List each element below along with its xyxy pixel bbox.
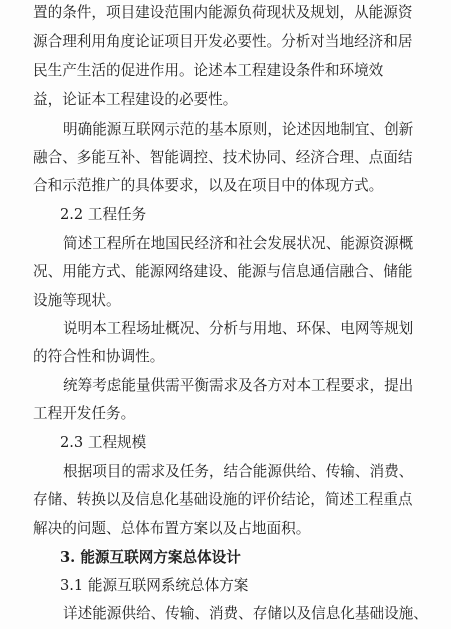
text-line xyxy=(0,90,451,110)
line-text: 置的条件，项目建设范围内能源负荷现状及规划，从能源资 xyxy=(33,4,413,21)
text-line xyxy=(0,176,451,196)
line-text: 简述工程所在地国民经济和社会发展状况、能源资源概 xyxy=(63,235,414,252)
line-text: 工程开发任务。 xyxy=(33,405,136,422)
line-text: 明确能源互联网示范的基本原则，论述因地制宜、创新 xyxy=(63,121,414,138)
text-line xyxy=(0,519,451,539)
line-text: 2.2 工程任务 xyxy=(60,206,147,223)
section-heading-3-1 xyxy=(0,576,451,596)
line-text: 3.1 能源互联网系统总体方案 xyxy=(60,577,249,594)
line-text: 3. 能源互联网方案总体设计 xyxy=(60,549,241,566)
line-text: 融合、多能互补、智能调控、技术协同、经济合理、点面结 xyxy=(33,149,413,166)
text-line xyxy=(0,376,451,396)
text-line xyxy=(0,32,451,52)
text-line xyxy=(0,234,451,254)
text-line xyxy=(0,319,451,339)
line-text: 2.3 工程规模 xyxy=(60,434,147,451)
text-line xyxy=(0,3,451,23)
line-text: 的符合性和协调性。 xyxy=(33,348,165,365)
line-text: 况、用能方式、能源网络建设、能源与信息通信融合、储能 xyxy=(33,263,413,280)
text-line xyxy=(0,262,451,282)
text-line xyxy=(0,291,451,311)
line-text: 源合理利用角度论证项目开发必要性。分析对当地经济和居 xyxy=(33,33,413,50)
text-line xyxy=(0,604,451,624)
section-heading-2-3 xyxy=(0,433,451,453)
line-text: 解决的问题、总体布置方案以及占地面积。 xyxy=(33,520,311,537)
text-line xyxy=(0,490,451,510)
line-text: 说明本工程场址概况、分析与用地、环保、电网等规划 xyxy=(63,320,414,337)
section-heading-2-2 xyxy=(0,205,451,225)
line-text: 设施等现状。 xyxy=(33,292,121,309)
text-line xyxy=(0,148,451,168)
line-text: 存储、转换以及信息化基础设施的评价结论，简述工程重点 xyxy=(33,491,413,508)
section-heading-3 xyxy=(0,548,451,568)
text-line xyxy=(0,404,451,424)
line-text: 益，论证本工程建设的必要性。 xyxy=(33,91,238,108)
line-text: 合和示范推广的具体要求，以及在项目中的体现方式。 xyxy=(33,177,384,194)
text-line xyxy=(0,120,451,140)
text-line xyxy=(0,347,451,367)
line-text: 详述能源供给、传输、消费、存储以及信息化基础设施、 xyxy=(63,605,428,622)
line-text: 统筹考虑能量供需平衡需求及各方对本工程要求，提出 xyxy=(63,377,414,394)
text-line xyxy=(0,462,451,482)
text-line xyxy=(0,61,451,81)
line-text: 根据项目的需求及任务，结合能源供给、传输、消费、 xyxy=(63,463,414,480)
line-text: 民生产生活的促进作用。论述本工程建设条件和环境效 xyxy=(33,62,384,79)
